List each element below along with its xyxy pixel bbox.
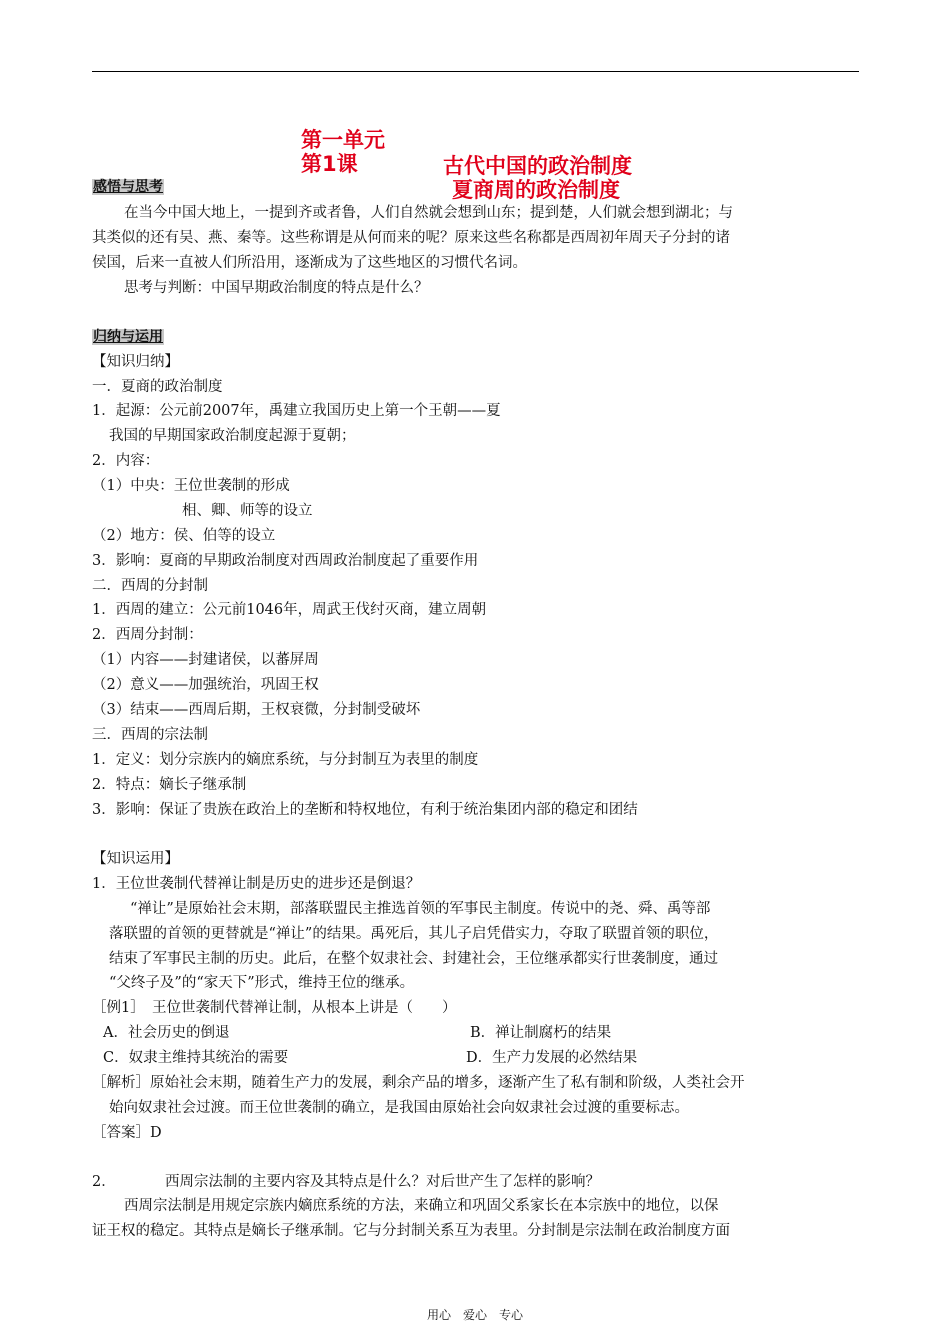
question-1: 1．王位世袭制代替禅让制是历史的进步还是倒退？ bbox=[92, 876, 421, 892]
text-line: 三．西周的宗法制 bbox=[92, 727, 208, 743]
text-line: 3．影响：夏商的早期政治制度对西周政治制度起了重要作用 bbox=[92, 553, 479, 569]
section-heading-reflection: 感悟与思考 bbox=[93, 179, 163, 195]
text-line: 3．影响：保证了贵族在政治上的垄断和特权地位，有利于统治集团内部的稳定和团结 bbox=[92, 802, 638, 818]
answer-line: ［答案］D bbox=[92, 1125, 162, 1141]
paragraph-line: 证王权的稳定。其特点是嫡长子继承制。它与分封制关系互为表里。分封制是宗法制在政治制度方面 bbox=[92, 1223, 730, 1239]
text-line: 二．西周的分封制 bbox=[92, 578, 208, 594]
question-2: 西周宗法制的主要内容及其特点是什么？对后世产生了怎样的影响？ bbox=[165, 1174, 600, 1190]
paragraph-line: 在当今中国大地上，一提到齐或者鲁，人们自然就会想到山东；提到楚，人们就会想到湖北；与 bbox=[124, 205, 733, 221]
text-line: （2）意义——加强统治，巩固王权 bbox=[92, 677, 319, 693]
paragraph-line: 侯国，后来一直被人们所沿用，逐渐成为了这些地区的习惯代名词。 bbox=[92, 255, 527, 271]
paragraph-line: “禅让”是原始社会末期，部落联盟民主推选首领的军事民主制度。传说中的尧、舜、禹等部 bbox=[130, 901, 711, 917]
text-line: 1．起源：公元前2007年，禹建立我国历史上第一个王朝——夏 bbox=[92, 403, 501, 419]
unit-label: 第一单元 bbox=[301, 128, 385, 152]
unit-title: 古代中国的政治制度 bbox=[443, 154, 632, 178]
lesson-title: 夏商周的政治制度 bbox=[452, 178, 620, 202]
paragraph-line: 西周宗法制是用规定宗族内嫡庶系统的方法，来确立和巩固父系家长在本宗族中的地位，以保 bbox=[124, 1198, 719, 1214]
section-heading-summary: 归纳与运用 bbox=[93, 329, 163, 345]
text-line: 1．西周的建立：公元前1046年，周武王伐纣灭商，建立周朝 bbox=[92, 602, 487, 618]
text-line: 我国的早期国家政治制度起源于夏朝； bbox=[109, 428, 356, 444]
paragraph-line: 其类似的还有吴、燕、秦等。这些称谓是从何而来的呢？原来这些名称都是西周初年周天子分封的诸 bbox=[92, 230, 730, 246]
analysis-line: ［解析］原始社会末期，随着生产力的发展，剩余产品的增多，逐渐产生了私有制和阶级，人类社会开 bbox=[92, 1075, 745, 1091]
text-line: 相、卿、师等的设立 bbox=[182, 503, 313, 519]
paragraph-line: 结束了军事民主制的历史。此后，在整个奴隶社会、封建社会，王位继承都实行世袭制度，通过 bbox=[109, 951, 718, 967]
option-a: A．社会历史的倒退 bbox=[103, 1025, 230, 1041]
paragraph-line: “父终子及”的“家天下”形式，维持王位的继承。 bbox=[109, 975, 415, 991]
text-line: （1）内容——封建诸侯，以蕃屏周 bbox=[92, 652, 319, 668]
text-line: 【知识归纳】 bbox=[92, 354, 179, 370]
text-line: 1．定义：划分宗族内的嫡庶系统，与分封制互为表里的制度 bbox=[92, 752, 479, 768]
option-b: B．禅让制腐朽的结果 bbox=[470, 1025, 612, 1041]
paragraph-line: 思考与判断：中国早期政治制度的特点是什么？ bbox=[124, 280, 429, 296]
header-rule bbox=[92, 71, 859, 72]
text-line: 2．内容： bbox=[92, 453, 160, 469]
example-question: ［例1］ 王位世袭制代替禅让制，从根本上讲是（ ） bbox=[92, 1000, 457, 1016]
text-line: 2．西周分封制： bbox=[92, 627, 203, 643]
text-line: 2．特点：嫡长子继承制 bbox=[92, 777, 247, 793]
question-2-number: 2． bbox=[92, 1174, 116, 1190]
lesson-label: 第1课 bbox=[301, 152, 358, 176]
option-c: C．奴隶主维持其统治的需要 bbox=[103, 1050, 289, 1066]
paragraph-line: 落联盟的首领的更替就是“禅让”的结果。禹死后，其儿子启凭借实力，夺取了联盟首领的职位， bbox=[109, 926, 719, 942]
page-footer: 用心 爱心 专心 bbox=[426, 1308, 523, 1322]
option-d: D．生产力发展的必然结果 bbox=[466, 1050, 638, 1066]
text-line: （1）中央：王位世袭制的形成 bbox=[92, 478, 290, 494]
text-line: （3）结束——西周后期，王权衰微，分封制受破坏 bbox=[92, 702, 421, 718]
text-line: 【知识运用】 bbox=[92, 851, 179, 867]
text-line: （2）地方：侯、伯等的设立 bbox=[92, 528, 276, 544]
text-line: 一．夏商的政治制度 bbox=[92, 379, 223, 395]
analysis-line: 始向奴隶社会过渡。而王位世袭制的确立，是我国由原始社会向奴隶社会过渡的重要标志。 bbox=[109, 1100, 689, 1116]
